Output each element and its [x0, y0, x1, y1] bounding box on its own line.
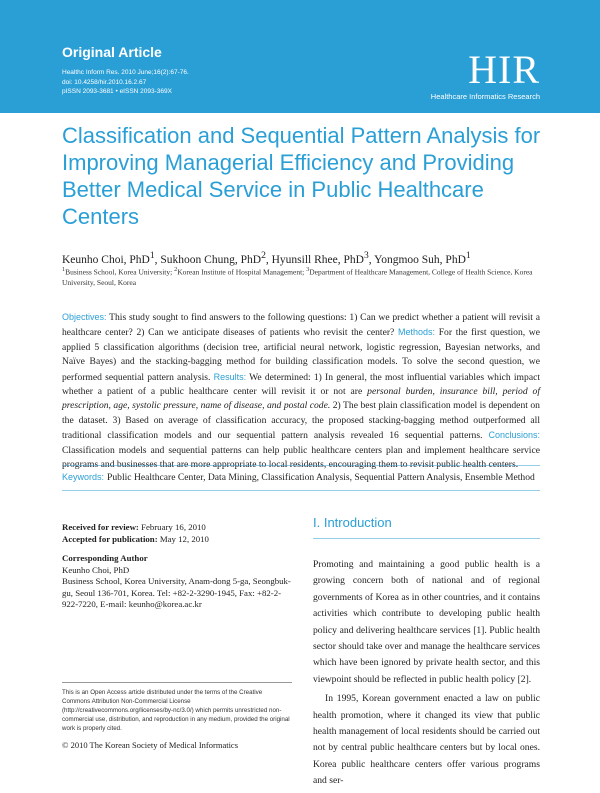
- affil-sup: 2: [174, 266, 178, 273]
- doi[interactable]: doi: 10.4258/hir.2010.16.2.67: [62, 78, 147, 86]
- issn: pISSN 2093-3681 • eISSN 2093-369X: [62, 88, 172, 95]
- affil-sup: 3: [306, 266, 310, 273]
- accepted-label: Accepted for publication:: [62, 533, 158, 544]
- author-sup: 3: [363, 250, 369, 261]
- introduction: [313, 515, 540, 793]
- results-italic: personal burden, insurance bill, period of prescription, age, systolic pressure, name of disease, and postal code.: [62, 386, 540, 412]
- divider: [313, 538, 540, 539]
- article-info: [62, 522, 292, 611]
- divider: [62, 682, 292, 683]
- abstract: [62, 310, 540, 472]
- keywords: [62, 472, 540, 483]
- conclusions-text: Classification models and sequential patterns can help public healthcare centers plan and implement healthcare service: [62, 444, 540, 456]
- objectives-text: This study sought to find answers to the following questions: 1) Can we predict whether a patient will revisit a healthcare center? 2) Can we anticipate diseases of patients who revisit the center?: [62, 312, 540, 339]
- article-type: Original Article: [62, 44, 162, 60]
- author-list: Keunho Choi, PhD$^1$, Sukhoon Chung, PhD$^2$, Hyunsill Rhee, PhD$^3$, Yongmoo Suh, PhD$^1$: [62, 250, 471, 266]
- journal-name: Healthcare Informatics Research: [430, 92, 540, 101]
- citation: Healthc Inform Res. 2010 June;16(2):67-76.: [62, 69, 189, 76]
- paper-title: Classification and Sequential Pattern Analysis for Improving Managerial Efficiency and Providing Better Medical Service in Public Healthcare Centers: [62, 123, 541, 229]
- paragraph: Promoting and maintaining a good public health is a growing concern both of national and of regional governments of Korea as in other countries, and it contains activities which contribute to developing public health policy and delivering healthcare services [1]. Public health sector should take over and manage the healthcare services which have been ignored by private health sector, and this viewpoint should be reflected in public health policy [2].: [313, 559, 540, 685]
- methods-text: For the first question, we applied 5 classification algorithms (decision tree, artificial neural network, logistic regression, Bayesian networks, and Naïve Bayes) and the stacking-bagging method for building classification models. To solve the second question, we performed sequential pattern analysis.: [62, 327, 540, 383]
- results-text: We determined: 1) In general, the most influential variables which impact whether a patient of a public healthcare center will revisit it or not are: [62, 371, 540, 398]
- corresponding-address: Business School, Korea University, Anam-dong 5-ga, Seongbuk-gu, Seoul 136-701, Korea. Tel: +82-2-3290-1945, Fax: +82-2-922-7220, E-mail: keunho@korea.ac.kr: [62, 576, 291, 609]
- affiliations: [62, 265, 542, 289]
- received-label: Received for review:: [62, 522, 139, 532]
- corresponding-name: Keunho Choi, PhD: [62, 564, 130, 575]
- divider: [62, 465, 540, 466]
- accepted-date: May 12, 2010: [159, 533, 209, 544]
- affil-sup: 1: [62, 266, 66, 273]
- journal-banner: [0, 0, 600, 113]
- author-sup: 2: [261, 250, 266, 261]
- results-text-2: 2) The best plain classification model is dependent on the dataset. 3) Based on average of classification accuracy, the proposed stacking-bagging method outperformed all traditional classification models and our sequential pattern analysis revealed 16 sequential patterns.: [62, 400, 540, 442]
- author: Yongmoo Suh, PhD: [374, 253, 466, 266]
- open-access-notice: This is an Open Access article distributed under the terms of the Creative Commons Attribution Non-Commercial License (http://creativecommons.org/licenses/by-nc/3.0/) which permits unrestricted non-commercial use, distribution, and reproduction in any medium, provided the original work is properly cited.: [62, 689, 290, 732]
- objectives-label: Objectives:: [62, 312, 107, 322]
- copyright: © 2010 The Korean Society of Medical Informatics: [62, 740, 239, 750]
- section-heading: I. Introduction: [313, 515, 392, 530]
- corresponding-label: Corresponding Author: [62, 553, 148, 563]
- author: Keunho Choi, PhD: [62, 253, 150, 266]
- keywords-label: Keywords:: [62, 472, 105, 482]
- affiliation: Korean Institute of Hospital Management;: [177, 267, 305, 277]
- author-sup: 1: [465, 250, 471, 261]
- methods-label: Methods:: [397, 327, 436, 338]
- results-label: Results:: [213, 371, 247, 382]
- citation-block: [62, 68, 189, 97]
- author-sup: 1: [149, 250, 155, 261]
- affiliation: Business School, Korea University;: [65, 267, 173, 277]
- author: Hyunsill Rhee, PhD: [271, 253, 364, 266]
- journal-logo: HIR: [468, 47, 540, 92]
- divider: [62, 490, 540, 491]
- paragraph: In 1995, Korean government enacted a law on public health promotion, where it changed its view that public health management of local residents should be carried out not by central public healthcare centers but by local ones. Korea public healthcare centers offer various programs and ser-: [313, 693, 540, 787]
- received-date: February 16, 2010: [141, 522, 206, 532]
- keywords-text: Public Healthcare Center, Data Mining, Classification Analysis, Sequential Pattern Analysis, Ensemble Method: [107, 472, 535, 483]
- author: Sukhoon Chung, PhD: [160, 253, 262, 266]
- affiliation: Department of Healthcare Management, College of Health Science, Korea University, Seoul, Korea: [62, 267, 533, 287]
- conclusions-label: Conclusions:: [488, 430, 540, 441]
